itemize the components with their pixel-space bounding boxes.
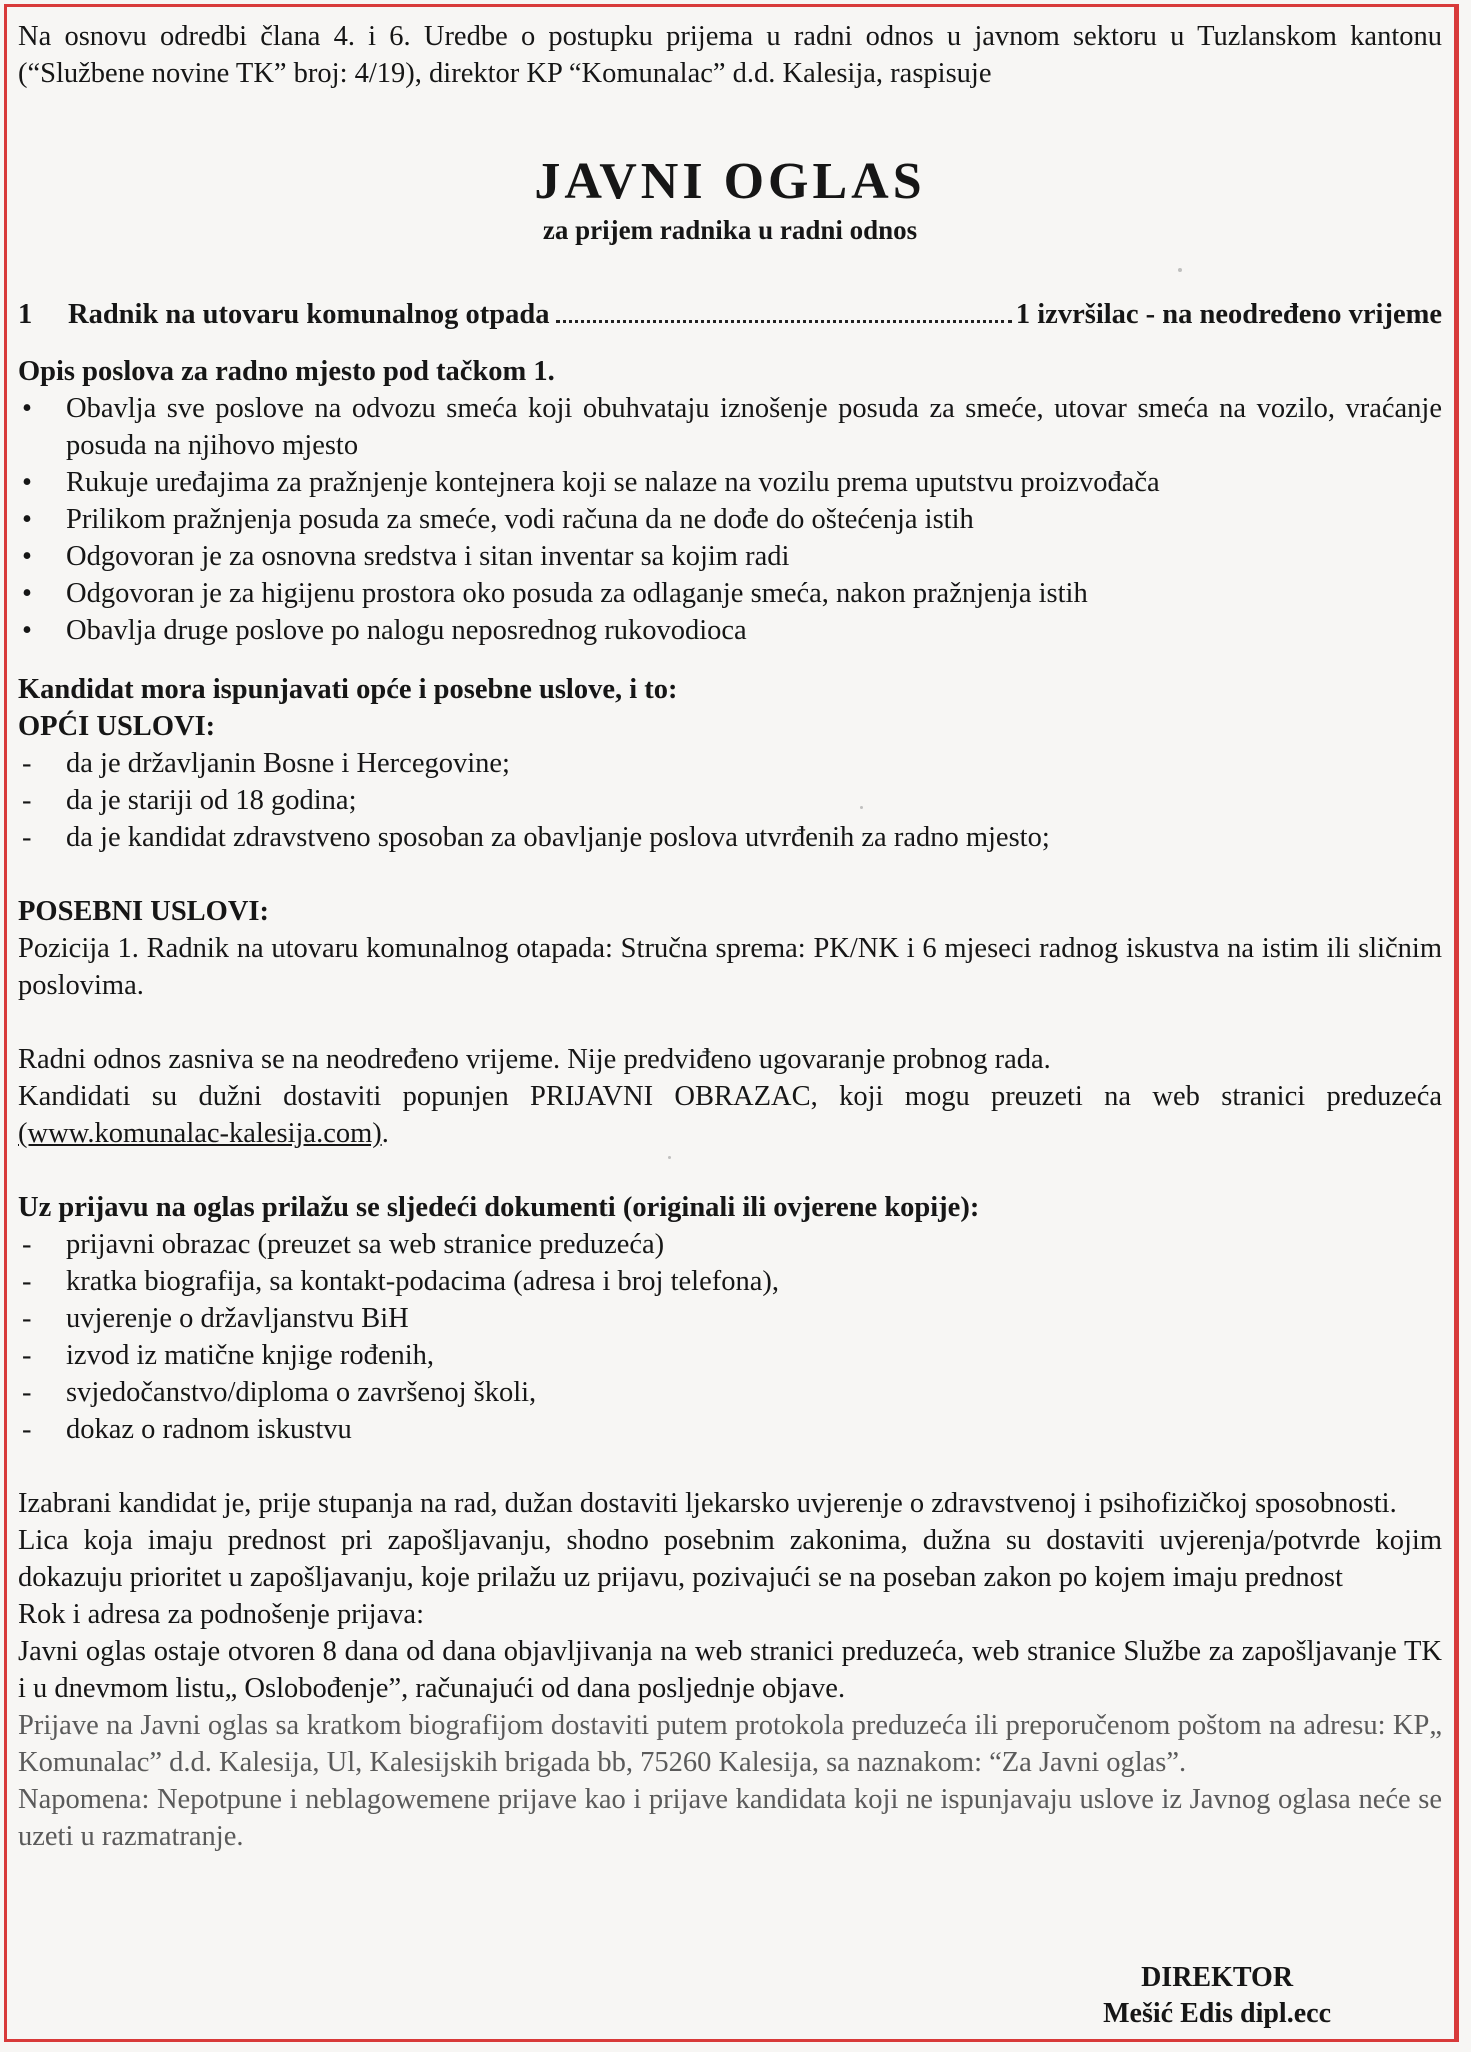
list-item: - uvjerenje o državljanstvu BiH <box>18 1300 1442 1337</box>
signatory-role: DIREKTOR <box>1141 1962 1294 1993</box>
list-item: • Obavlja sve poslove na odvozu smeća koji obuhvataju iznošenje posuda za smeće, utovar smeća na vozilo, vraćanje posuda na njihovo mjesto <box>18 390 1442 464</box>
bullet-marker: • <box>22 578 32 609</box>
bullet-marker: • <box>22 541 32 572</box>
general-requirements-list <box>18 745 1442 856</box>
medical-certificate-note: Izabrani kandidat je, prije stupanja na rad, dužan dostaviti ljekarsko uvjerenje o zdravstvenoj i psihofizičkoj sposobnosti. <box>18 1488 1397 1519</box>
duties-heading: Opis poslova za radno mjesto pod tačkom 1. <box>18 356 555 387</box>
remark-note: Napomena: Nepotpune i neblagowemene prijave kao i prijave kandidata koji ne ispunjavaju uslove iz Javnog oglasa neće se uzeti u razmatranje. <box>18 1784 1442 1852</box>
position-name: Radnik na utovaru komunalnog otpada <box>68 299 550 330</box>
bullet-marker: • <box>22 467 32 498</box>
employment-terms: Radni odnos zasniva se na neodređeno vrijeme. Nije predviđeno ugovaranje probnog rada. <box>18 1044 1051 1075</box>
special-requirements-heading: POSEBNI USLOVI: <box>18 896 270 927</box>
list-item: - dokaz o radnom iskustvu <box>18 1411 1442 1448</box>
list-item: - da je stariji od 18 godina; <box>18 782 1442 819</box>
dotted-leader <box>556 320 1012 323</box>
priority-employment-note: Lica koja imaju prednost pri zapošljavanju, shodno posebnim zakonima, dužna su dostaviti uvjerenja/potvrde kojim dokazuju prioritet u zapošljavanju, koje prilažu uz prijavu, pozivajući se na poseban zakon po kojem imaju prednost <box>18 1525 1442 1593</box>
dash-marker: - <box>22 822 32 853</box>
dash-marker: - <box>22 1229 32 1260</box>
list-item: • Obavlja druge poslove po nalogu neposrednog rukovodioca <box>18 612 1442 649</box>
dash-marker: - <box>22 1414 32 1445</box>
list-item: • Prilikom pražnjenja posuda za smeće, vodi računa da ne dođe do oštećenja istih <box>18 501 1442 538</box>
dash-marker: - <box>22 748 32 779</box>
requirements-heading: Kandidat mora ispunjavati opće i posebne uslove, i to: <box>18 674 678 705</box>
submission-address: Prijave na Javni oglas sa kratkom biografijom dostaviti putem protokola preduzeća ili preporučenom poštom na adresu: KP„ Komunalac” d.d. Kalesija, Ul, Kalesijskih brigada bb, 75260 Kalesija, sa naznakom: “Za Javni oglas”. <box>18 1710 1442 1778</box>
intro-paragraph: Na osnovu odredbi člana 4. i 6. Uredbe o postupku prijema u radni odnos u javnom sektoru u Tuzlanskom kantonu (“Službene novine TK” broj: 4/19), direktor KP “Komunalac” d.d. Kalesija, raspisuje <box>18 21 1442 89</box>
scan-speck <box>1178 268 1182 272</box>
bullet-marker: • <box>22 393 32 424</box>
list-item: • Odgovoran je za higijenu prostora oko posuda za odlaganje smeća, nakon pražnjenja istih <box>18 575 1442 612</box>
list-item: - da je državljanin Bosne i Hercegovine; <box>18 745 1442 782</box>
position-terms: 1 izvršilac - na neodređeno vrijeme <box>1015 299 1442 330</box>
signatory-name: Mešić Edis dipl.ecc <box>1103 1998 1331 2029</box>
documents-heading: Uz prijavu na oglas prilažu se sljedeći dokumenti (originali ili ovjerene kopije): <box>18 1192 980 1223</box>
application-form-note: Kandidati su dužni dostaviti popunjen PRIJAVNI OBRAZAC, koji mogu preuzeti na web stranici preduzeća (www.komunalac-kalesija.com). <box>18 1081 1442 1149</box>
list-item: • Rukuje uređajima za pražnjenje kontejnera koji se nalaze na vozilu prema uputstvu proizvođača <box>18 464 1442 501</box>
dash-marker: - <box>22 785 32 816</box>
dash-marker: - <box>22 1266 32 1297</box>
general-requirements-heading: OPĆI USLOVI: <box>18 711 216 742</box>
bullet-marker: • <box>22 615 32 646</box>
position-line <box>18 296 1442 333</box>
list-item: - izvod iz matične knjige rođenih, <box>18 1337 1442 1374</box>
document-title: JAVNI OGLAS <box>534 153 926 210</box>
list-item: • Odgovoran je za osnovna sredstva i sitan inventar sa kojim radi <box>18 538 1442 575</box>
document-subtitle: za prijem radnika u radni odnos <box>542 215 918 245</box>
special-requirements-text: Pozicija 1. Radnik na utovaru komunalnog otapada: Stručna sprema: PK/NK i 6 mjeseci radnog iskustva na istim ili sličnim poslovima. <box>18 933 1442 1001</box>
list-item: - prijavni obrazac (preuzet sa web stranice preduzeća) <box>18 1226 1442 1263</box>
documents-list <box>18 1226 1442 1448</box>
dash-marker: - <box>22 1303 32 1334</box>
signature-block <box>1103 1960 1331 2032</box>
dash-marker: - <box>22 1377 32 1408</box>
position-number: 1 <box>18 299 33 330</box>
scan-speck <box>860 806 863 809</box>
list-item: - svjedočanstvo/diploma o završenoj školi, <box>18 1374 1442 1411</box>
deadline-heading: Rok i adresa za podnošenje prijava: <box>18 1599 424 1630</box>
dash-marker: - <box>22 1340 32 1371</box>
bullet-marker: • <box>22 504 32 535</box>
deadline-text: Javni oglas ostaje otvoren 8 dana od dana objavljivanja na web stranici preduzeća, web stranice Službe za zapošljavanje TK i u dnevmom listu„ Oslobođenje”, računajući od dana posljednje objave. <box>18 1636 1442 1704</box>
document-body <box>18 18 1442 1855</box>
company-website-link[interactable]: (www.komunalac-kalesija.com) <box>18 1118 382 1149</box>
scan-speck <box>668 1156 671 1159</box>
duties-list <box>18 390 1442 649</box>
list-item: - kratka biografija, sa kontakt-podacima (adresa i broj telefona), <box>18 1263 1442 1300</box>
list-item: - da je kandidat zdravstveno sposoban za obavljanje poslova utvrđenih za radno mjesto; <box>18 819 1442 856</box>
